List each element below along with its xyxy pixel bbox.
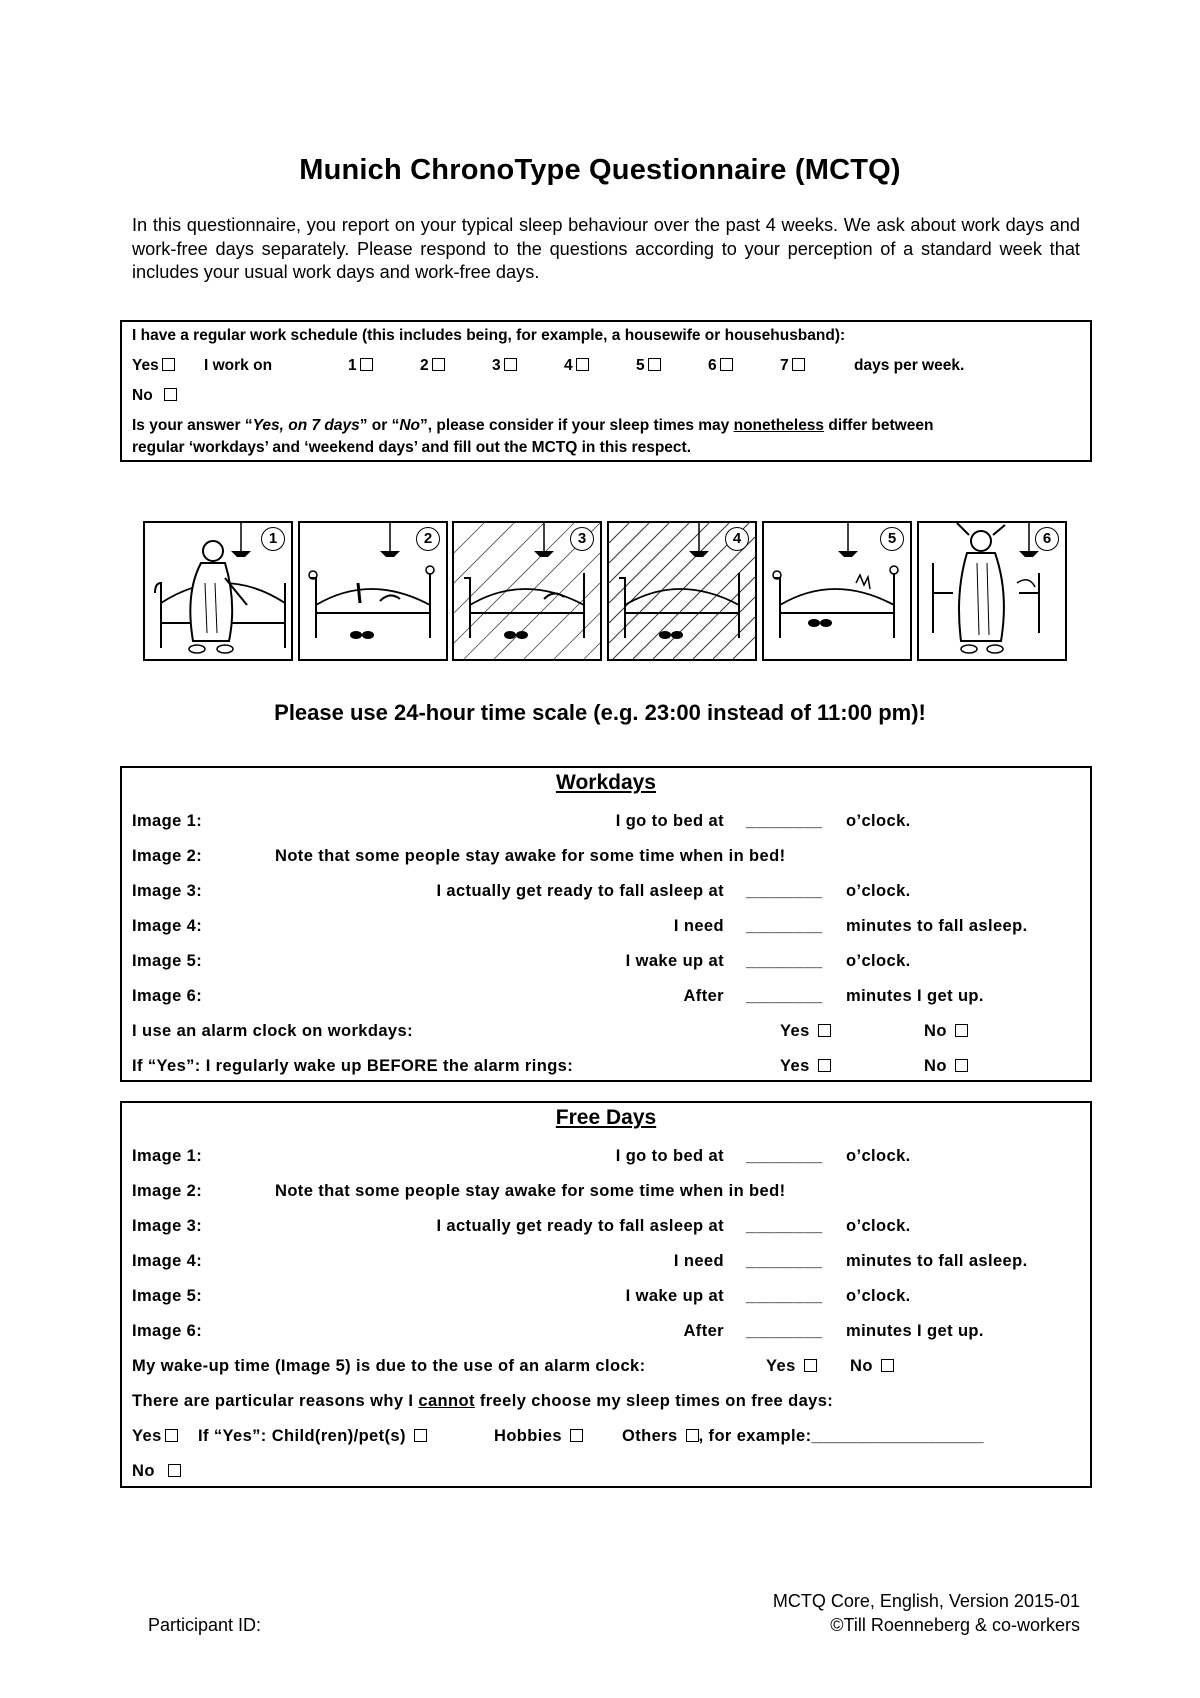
day-label-1: 1 xyxy=(348,357,357,374)
wd-q6: After xyxy=(683,987,724,1005)
note-text-a: Is your answer “ xyxy=(132,417,253,434)
fd-reasons-no xyxy=(132,1462,181,1481)
schedule-yes-checkbox[interactable] xyxy=(162,358,175,371)
wd-before-no-label: No xyxy=(924,1057,947,1075)
fd-img5-label: Image 5: xyxy=(132,1287,203,1305)
image-number-2: 2 xyxy=(416,527,440,551)
copyright-label: ©Till Roenneberg & co-workers xyxy=(830,1615,1080,1635)
day-checkbox-7[interactable] xyxy=(792,358,805,371)
fd-reasons-no-label: No xyxy=(132,1462,155,1480)
fd-q2: Note that some people stay awake for some time when in bed! xyxy=(275,1182,786,1200)
wd-get-up-input[interactable]: ________ xyxy=(746,987,823,1005)
fd-reasons-text-b: freely choose my sleep times on free days: xyxy=(474,1392,834,1410)
schedule-yes-row xyxy=(132,357,175,375)
note-text-c: ”, please consider if your sleep times may xyxy=(420,417,734,434)
day-checkbox-2[interactable] xyxy=(432,358,445,371)
wd-q4: I need xyxy=(673,917,724,935)
note-text-b: ” or “ xyxy=(359,417,400,434)
wd-alarm-yes-label: Yes xyxy=(780,1022,810,1040)
image-number-3: 3 xyxy=(570,527,594,551)
fd-hobbies-checkbox[interactable] xyxy=(570,1429,583,1442)
day-option-3 xyxy=(492,357,517,375)
image-number-5: 5 xyxy=(880,527,904,551)
fd-s5: o’clock. xyxy=(846,1287,911,1305)
fd-example-input[interactable]: ____________________ xyxy=(811,1427,983,1445)
schedule-no-label: No xyxy=(132,387,153,404)
wd-bedtime-input[interactable]: ________ xyxy=(746,812,823,830)
fd-children-pets xyxy=(198,1427,427,1446)
wd-img5-label: Image 5: xyxy=(132,952,203,970)
day-option-4 xyxy=(564,357,589,375)
fd-others-checkbox[interactable] xyxy=(686,1429,699,1442)
wd-before-no-checkbox[interactable] xyxy=(955,1059,968,1072)
fd-reasons-yes-checkbox[interactable] xyxy=(165,1429,178,1442)
wd-alarm-no-label: No xyxy=(924,1022,947,1040)
fd-reasons-no-checkbox[interactable] xyxy=(168,1464,181,1477)
image-panel-1 xyxy=(143,521,293,661)
fd-others-label: Others xyxy=(622,1427,678,1445)
wd-sleep-prep-input[interactable]: ________ xyxy=(746,882,823,900)
wd-s1: o’clock. xyxy=(846,812,911,830)
day-label-3: 3 xyxy=(492,357,501,374)
wd-wake-time-input[interactable]: ________ xyxy=(746,952,823,970)
fd-children-pets-checkbox[interactable] xyxy=(414,1429,427,1442)
fd-hobbies-label: Hobbies xyxy=(494,1427,562,1445)
wd-q1: I go to bed at xyxy=(615,812,724,830)
image-panel-6 xyxy=(917,521,1067,661)
day-label-4: 4 xyxy=(564,357,573,374)
wd-q3: I actually get ready to fall asleep at xyxy=(436,882,724,900)
wd-alarm-question: I use an alarm clock on workdays: xyxy=(132,1022,413,1040)
work-schedule-box xyxy=(120,320,1092,462)
image-number-1: 1 xyxy=(261,527,285,551)
schedule-yes-label: Yes xyxy=(132,357,159,374)
wd-s3: o’clock. xyxy=(846,882,911,900)
day-checkbox-1[interactable] xyxy=(360,358,373,371)
workdays-section xyxy=(120,766,1092,1082)
day-label-7: 7 xyxy=(780,357,789,374)
day-checkbox-4[interactable] xyxy=(576,358,589,371)
wd-sleep-latency-input[interactable]: ________ xyxy=(746,917,823,935)
wd-s5: o’clock. xyxy=(846,952,911,970)
wd-alarm-yes xyxy=(780,1022,831,1041)
page-title: Munich ChronoType Questionnaire (MCTQ) xyxy=(299,154,901,186)
schedule-question: I have a regular work schedule (this includes being, for example, a housewife or househusband): xyxy=(132,327,846,344)
day-checkbox-3[interactable] xyxy=(504,358,517,371)
wd-before-yes-label: Yes xyxy=(780,1057,810,1075)
wd-q2: Note that some people stay awake for some time when in bed! xyxy=(275,847,786,865)
fd-alarm-no-label: No xyxy=(850,1357,873,1375)
image-panel-2 xyxy=(298,521,448,661)
intro-paragraph: In this questionnaire, you report on your typical sleep behaviour over the past 4 weeks. We ask about work days and work-free days separately. Please respond to the questions according to your perception of a standard week that includes your usual work days and work-free days. xyxy=(132,215,1080,282)
note-no: No xyxy=(399,417,421,434)
wd-before-yes xyxy=(780,1057,831,1076)
wd-img1-label: Image 1: xyxy=(132,812,203,830)
time-scale-notice: Please use 24-hour time scale (e.g. 23:00 instead of 11:00 pm)! xyxy=(274,700,926,725)
day-option-6 xyxy=(708,357,733,375)
days-per-week-label: days per week. xyxy=(854,357,965,374)
fd-sleep-latency-input[interactable]: ________ xyxy=(746,1252,823,1270)
fd-alarm-yes xyxy=(766,1357,817,1376)
day-option-1 xyxy=(348,357,373,375)
day-option-7 xyxy=(780,357,805,375)
fd-reasons-cannot: cannot xyxy=(418,1392,475,1410)
fd-img1-label: Image 1: xyxy=(132,1147,203,1165)
freedays-title: Free Days xyxy=(555,1106,657,1129)
image-number-4: 4 xyxy=(725,527,749,551)
wd-img6-label: Image 6: xyxy=(132,987,203,1005)
fd-reasons-yes-label: Yes xyxy=(132,1427,162,1445)
fd-wake-time-input[interactable]: ________ xyxy=(746,1287,823,1305)
image-panel-4 xyxy=(607,521,757,661)
wd-img4-label: Image 4: xyxy=(132,917,203,935)
fd-s6: minutes I get up. xyxy=(846,1322,984,1340)
fd-s1: o’clock. xyxy=(846,1147,911,1165)
i-work-on-label: I work on xyxy=(204,357,273,374)
fd-reasons-question xyxy=(132,1392,833,1411)
wd-img3-label: Image 3: xyxy=(132,882,203,900)
fd-img6-label: Image 6: xyxy=(132,1322,203,1340)
fd-example-label: , for example: xyxy=(698,1427,812,1445)
freedays-section xyxy=(120,1101,1092,1488)
image-panel-5 xyxy=(762,521,912,661)
workdays-title: Workdays xyxy=(556,771,656,794)
fd-q1: I go to bed at xyxy=(615,1147,724,1165)
day-label-5: 5 xyxy=(636,357,645,374)
schedule-note-line1 xyxy=(132,417,933,435)
fd-alarm-no xyxy=(850,1357,894,1376)
fd-sleep-prep-input[interactable]: ________ xyxy=(746,1217,823,1235)
participant-id-label: Participant ID: xyxy=(148,1615,262,1635)
fd-alarm-yes-label: Yes xyxy=(766,1357,796,1375)
wd-q5: I wake up at xyxy=(625,952,724,970)
fd-alarm-no-checkbox[interactable] xyxy=(881,1359,894,1372)
note-yes7: Yes, on 7 days xyxy=(252,417,360,434)
fd-q3: I actually get ready to fall asleep at xyxy=(436,1217,724,1235)
day-option-5 xyxy=(636,357,661,375)
note-text-d: differ between xyxy=(824,417,934,434)
day-option-2 xyxy=(420,357,445,375)
fd-bedtime-input[interactable]: ________ xyxy=(746,1147,823,1165)
wd-alarm-yes-checkbox[interactable] xyxy=(818,1024,831,1037)
wd-s6: minutes I get up. xyxy=(846,987,984,1005)
wd-before-no xyxy=(924,1057,968,1076)
note-nonetheless: nonetheless xyxy=(733,417,825,434)
day-checkbox-6[interactable] xyxy=(720,358,733,371)
day-checkbox-5[interactable] xyxy=(648,358,661,371)
version-label: MCTQ Core, English, Version 2015-01 xyxy=(772,1591,1080,1611)
wd-s4: minutes to fall asleep. xyxy=(846,917,1028,935)
schedule-no-row xyxy=(132,387,177,405)
fd-img3-label: Image 3: xyxy=(132,1217,203,1235)
fd-img2-label: Image 2: xyxy=(132,1182,203,1200)
fd-alarm-yes-checkbox[interactable] xyxy=(804,1359,817,1372)
wd-before-alarm-question: If “Yes”: I regularly wake up BEFORE the alarm rings: xyxy=(132,1057,574,1075)
fd-reasons-text-a: There are particular reasons why I xyxy=(132,1392,419,1410)
fd-q5: I wake up at xyxy=(625,1287,724,1305)
day-label-2: 2 xyxy=(420,357,429,374)
fd-reasons-yes xyxy=(132,1427,178,1446)
image-number-6: 6 xyxy=(1035,527,1059,551)
day-label-6: 6 xyxy=(708,357,717,374)
fd-get-up-input[interactable]: ________ xyxy=(746,1322,823,1340)
fd-others xyxy=(622,1427,983,1446)
wd-img2-label: Image 2: xyxy=(132,847,203,865)
schedule-note-line2: regular ‘workdays’ and ‘weekend days’ and fill out the MCTQ in this respect. xyxy=(132,439,691,456)
fd-q4: I need xyxy=(673,1252,724,1270)
wd-alarm-no xyxy=(924,1022,968,1041)
image-panel-3 xyxy=(452,521,602,661)
wd-before-yes-checkbox[interactable] xyxy=(818,1059,831,1072)
fd-hobbies xyxy=(494,1427,583,1446)
schedule-no-checkbox[interactable] xyxy=(164,388,177,401)
fd-children-pets-label: If “Yes”: Child(ren)/pet(s) xyxy=(198,1427,406,1445)
fd-s4: minutes to fall asleep. xyxy=(846,1252,1028,1270)
fd-img4-label: Image 4: xyxy=(132,1252,203,1270)
wd-alarm-no-checkbox[interactable] xyxy=(955,1024,968,1037)
fd-alarm-question: My wake-up time (Image 5) is due to the use of an alarm clock: xyxy=(132,1357,646,1375)
fd-q6: After xyxy=(683,1322,724,1340)
fd-s3: o’clock. xyxy=(846,1217,911,1235)
